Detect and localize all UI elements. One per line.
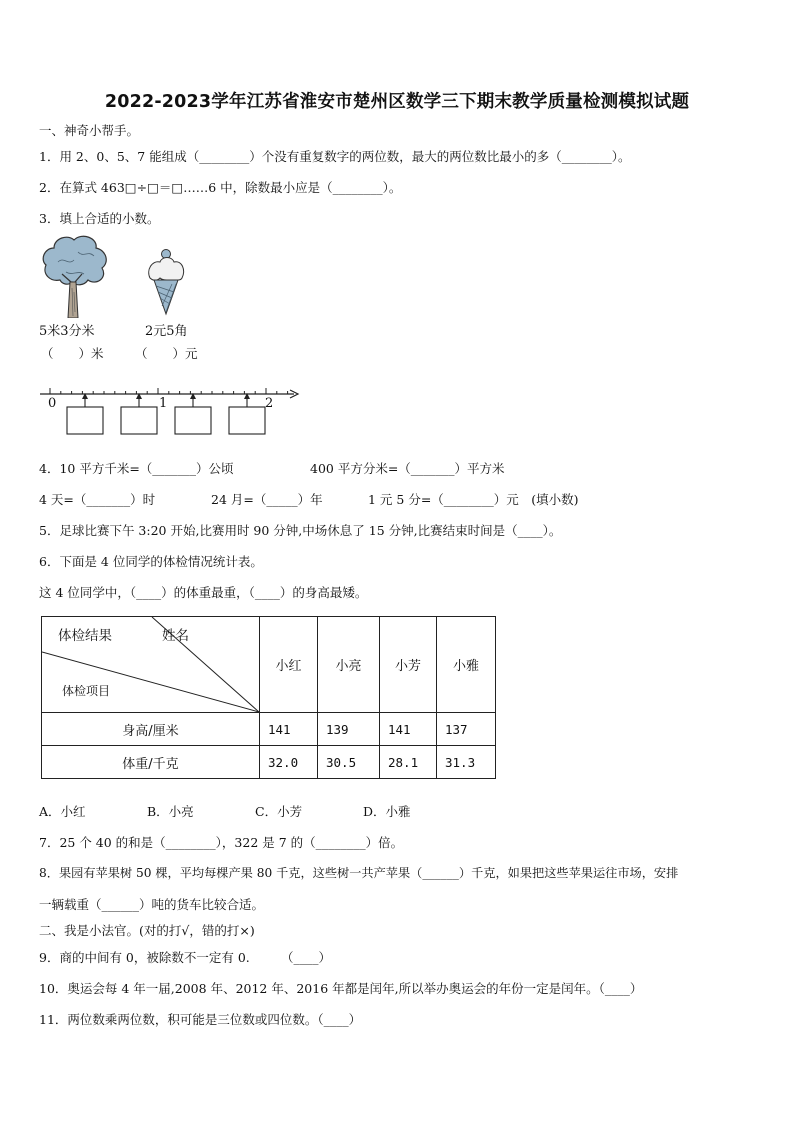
question-8-line-1: 8．果园有苹果树 50 棵，平均每棵产果 80 千克，这些树一共产苹果（______）千克，如果把这些苹果运往市场，安排: [39, 866, 679, 880]
cone-price-label: 2元5角: [145, 324, 188, 339]
header-result-label: 体检结果: [58, 628, 112, 644]
student-name: 小芳: [380, 617, 437, 713]
question-11: 11．两位数乘两位数，积可能是三位数或四位数。（____）: [39, 1012, 362, 1027]
question-4b: 400 平方分米=（_______）平方米: [310, 461, 505, 476]
answer-box: [67, 407, 103, 434]
cone-answer-blank: （ ）元: [135, 346, 198, 361]
question-4e: 1 元 5 分=（________）元 (填小数): [368, 492, 579, 507]
option-d: D．小雅: [363, 804, 411, 819]
option-b: B．小亮: [147, 804, 194, 819]
question-9: 9．商的中间有 0，被除数不一定有 0. （____）: [39, 950, 332, 965]
row-label-height: 身高/厘米: [42, 713, 260, 746]
question-6: 6．下面是 4 位同学的体检情况统计表。: [39, 554, 263, 569]
number-line-label-1: 1: [159, 396, 168, 411]
weight-value: 32.0: [260, 746, 318, 779]
question-2: 2．在算式 463□÷□＝□……6 中，除数最小应是（________）。: [39, 180, 402, 195]
number-line: [38, 382, 300, 442]
question-1: 1．用 2、0、5、7 能组成（________）个没有重复数字的两位数，最大的两位数比最小的多（________）。: [39, 149, 631, 164]
question-4d: 24 月=（_____）年: [211, 492, 323, 507]
header-name-label: 姓名: [162, 628, 189, 644]
question-4a: 4．10 平方千米=（_______）公顷: [39, 461, 234, 476]
height-value: 137: [437, 713, 496, 746]
question-8-line-2: 一辆载重（______）吨的货车比较合适。: [39, 897, 265, 912]
question-10: 10．奥运会每 4 年一届,2008 年、2012 年、2016 年都是闰年,所以举办奥运会的年份一定是闰年。（____）: [39, 981, 643, 996]
question-7: 7．25 个 40 的和是（________），322 是 7 的（________）倍。: [39, 835, 404, 850]
tree-image: [38, 232, 110, 318]
health-check-table: [41, 616, 496, 779]
answer-box: [175, 407, 211, 434]
tree-answer-blank: （ ）米: [41, 346, 104, 361]
table-row: [42, 713, 496, 746]
answer-box: [121, 407, 157, 434]
number-line-label-0: 0: [48, 396, 57, 411]
tree-height-label: 5米3分米: [39, 324, 95, 339]
height-value: 141: [380, 713, 437, 746]
question-4c: 4 天=（_______）时: [39, 492, 156, 507]
student-name: 小红: [260, 617, 318, 713]
option-c: C．小芳: [255, 804, 303, 819]
question-6-sub: 这 4 位同学中，（____）的体重最重，（____）的身高最矮。: [39, 585, 368, 600]
height-value: 141: [260, 713, 318, 746]
page-title: 2022-2023学年江苏省淮安市楚州区数学三下期末教学质量检测模拟试题: [104, 92, 690, 112]
table-row: [42, 746, 496, 779]
weight-value: 28.1: [380, 746, 437, 779]
height-value: 139: [318, 713, 380, 746]
question-5: 5．足球比赛下午 3:20 开始,比赛用时 90 分钟,中场休息了 15 分钟,比赛结束时间是（____）。: [39, 523, 562, 538]
weight-value: 31.3: [437, 746, 496, 779]
number-line-label-2: 2: [265, 396, 274, 411]
option-a: A．小红: [39, 804, 86, 819]
table-corner-header: [42, 617, 260, 713]
answer-box: [229, 407, 265, 434]
header-item-label: 体检项目: [62, 684, 111, 698]
student-name: 小雅: [437, 617, 496, 713]
weight-value: 30.5: [318, 746, 380, 779]
ice-cream-cone-image: [146, 248, 186, 316]
section-heading-1: 一、神奇小帮手。: [39, 123, 140, 138]
section-heading-2: 二、我是小法官。(对的打√，错的打×): [39, 923, 255, 938]
row-label-weight: 体重/千克: [42, 746, 260, 779]
student-name: 小亮: [318, 617, 380, 713]
question-3: 3．填上合适的小数。: [39, 211, 160, 226]
